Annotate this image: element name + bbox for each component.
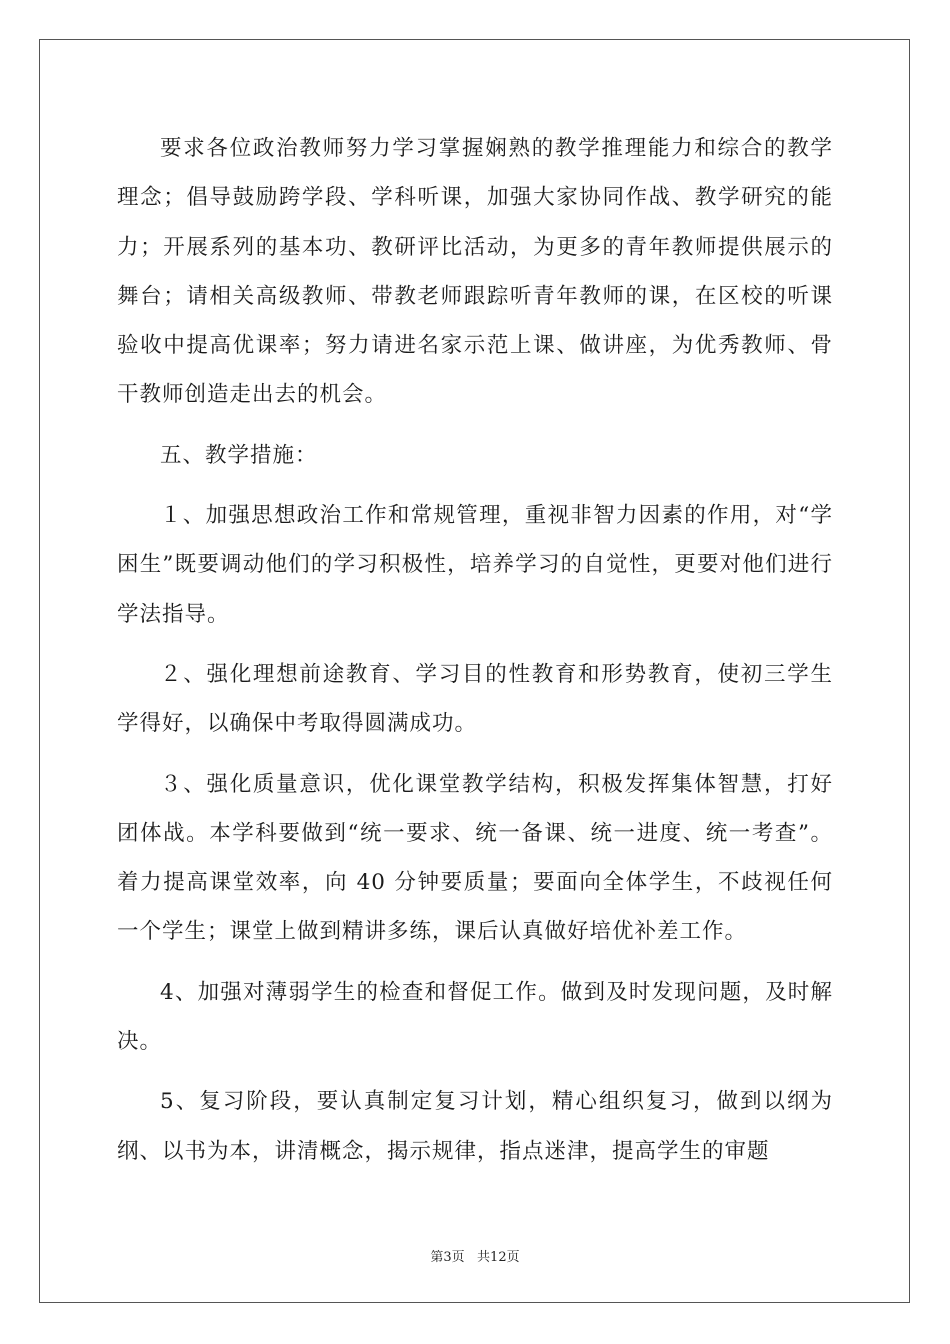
paragraph-measure-3: ３、强化质量意识，优化课堂教学结构，积极发挥集体智慧，打好团体战。本学科要做到“统一要求、统一备课、统一进度、统一考查”。着力提高课堂效率，向 40 分钟要质量；要面向全体学生，不歧视任何一个学生；课堂上做到精讲多练，课后认真做好培优补差工作。 xyxy=(117,771,833,945)
paragraph-measure-4: 4、加强对薄弱学生的检查和督促工作。做到及时发现问题，及时解决。 xyxy=(117,979,833,1055)
paragraph-measure-1: １、加强思想政治工作和常规管理，重视非智力因素的作用，对“学困生”既要调动他们的学习积极性，培养学习的自觉性，更要对他们进行学法指导。 xyxy=(117,503,833,627)
paragraph-teacher-development: 要求各位政治教师努力学习掌握娴熟的教学推理能力和综合的教学理念；倡导鼓励跨学段、学科听课，加强大家协同作战、教学研究的能力；开展系列的基本功、教研评比活动，为更多的青年教师提供展示的舞台；请相关高级教师、带教老师跟踪听青年教师的课，在区校的听课验收中提高优课率；努力请进名家示范上课、做讲座，为优秀教师、骨干教师创造走出去的机会。 xyxy=(117,136,833,408)
paragraph-measure-5: 5、复习阶段，要认真制定复习计划，精心组织复习，做到以纲为纲、以书为本，讲清概念，揭示规律，指点迷津，提高学生的审题 xyxy=(117,1089,833,1164)
section-heading-measures: 五、教学措施： xyxy=(160,442,318,468)
document-body xyxy=(117,124,833,1187)
page-number-footer: 第3页 共12页 xyxy=(430,1250,520,1265)
paragraph-measure-2: ２、强化理想前途教育、学习目的性教育和形势教育，使初三学生学得好，以确保中考取得圆满成功。 xyxy=(117,661,833,737)
